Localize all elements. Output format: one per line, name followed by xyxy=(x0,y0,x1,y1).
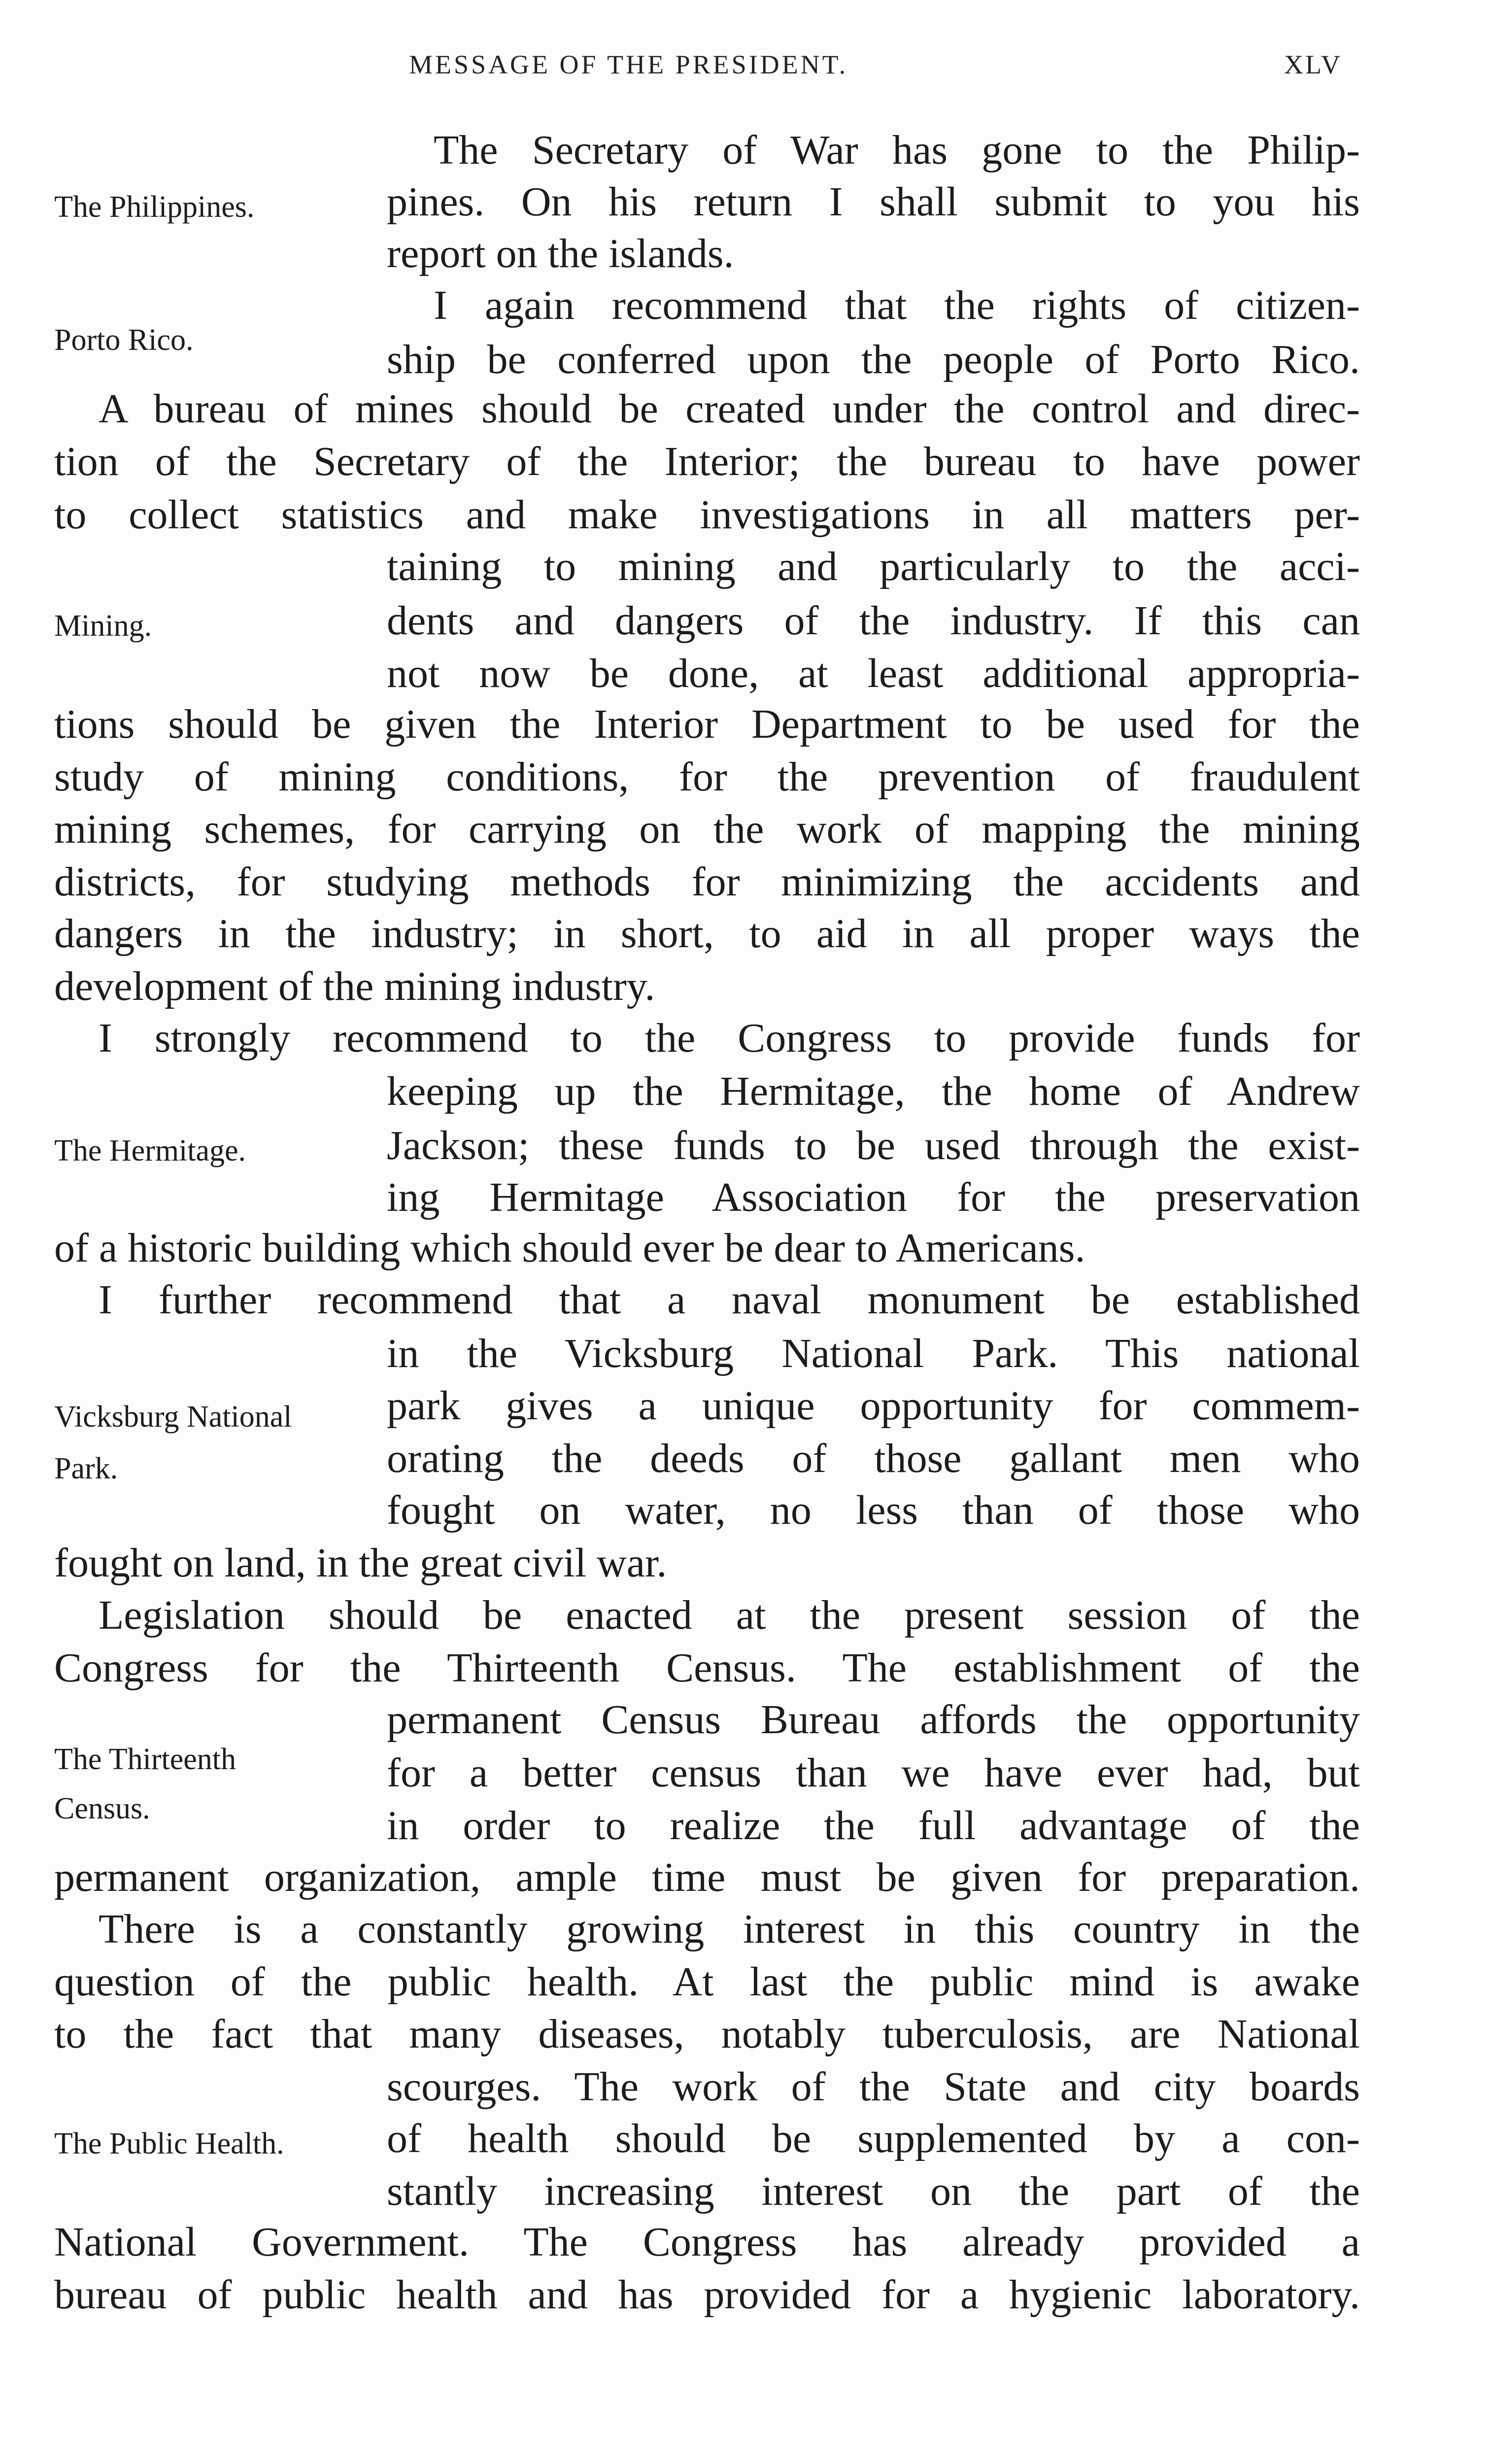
text-line: study of mining conditions, for the prevention of fraudulent xyxy=(54,754,1360,800)
text-line: to the fact that many diseases, notably tuberculosis, are National xyxy=(54,2011,1360,2057)
text-line: not now be done, at least additional appropria- xyxy=(387,650,1360,696)
text-line: National Government. The Congress has already provided a xyxy=(54,2219,1360,2265)
sidenote-public-health: The Public Health. xyxy=(54,2127,284,2160)
text-line: tion of the Secretary of the Interior; the bureau to have power xyxy=(54,439,1360,484)
text-line: in the Vicksburg National Park. This national xyxy=(387,1331,1360,1376)
text-line: districts, for studying methods for minimizing the accidents and xyxy=(54,859,1360,905)
text-line: orating the deeds of those gallant men who xyxy=(387,1436,1360,1481)
text-line: permanent Census Bureau affords the opportunity xyxy=(387,1697,1360,1743)
text-line: ing Hermitage Association for the preservation xyxy=(387,1174,1360,1220)
text-line: park gives a unique opportunity for commem- xyxy=(387,1383,1360,1429)
sidenote-census-2: Census. xyxy=(54,1792,150,1825)
text-line: in order to realize the full advantage of the xyxy=(387,1803,1360,1848)
sidenote-census: The Thirteenth xyxy=(54,1743,237,1776)
text-line: tions should be given the Interior Department to be used for the xyxy=(54,701,1360,747)
text-line: stantly increasing interest on the part of the xyxy=(387,2168,1360,2214)
text-line: of a historic building which should ever be dear to Americans. xyxy=(54,1225,1085,1271)
text-line: bureau of public health and has provided for a hygienic laboratory. xyxy=(54,2272,1360,2318)
text-line: dents and dangers of the industry. If this can xyxy=(387,598,1360,644)
text-line: ship be conferred upon the people of Porto Rico. xyxy=(387,337,1360,382)
text-line: fought on land, in the great civil war. xyxy=(54,1540,667,1586)
text-line: fought on water, no less than of those who xyxy=(387,1487,1360,1533)
text-line: Congress for the Thirteenth Census. The establishment of the xyxy=(54,1645,1360,1691)
sidenote-vicksburg: Vicksburg National xyxy=(54,1400,292,1434)
text-line: permanent organization, ample time must be given for preparation. xyxy=(54,1854,1360,1900)
sidenote-philippines: The Philippines. xyxy=(54,190,255,224)
text-line: dangers in the industry; in short, to aid in all proper ways the xyxy=(54,911,1360,957)
sidenote-hermitage: The Hermitage. xyxy=(54,1134,246,1167)
text-line: pines. On his return I shall submit to you his xyxy=(387,179,1360,225)
text-line: A bureau of mines should be created under the control and direc- xyxy=(99,386,1360,432)
text-line: for a better census than we have ever had, but xyxy=(387,1750,1360,1796)
text-line: I further recommend that a naval monument be established xyxy=(99,1277,1360,1323)
sidenote-vicksburg-park: Park. xyxy=(54,1452,118,1485)
sidenote-porto-rico: Porto Rico. xyxy=(54,323,194,357)
text-line: taining to mining and particularly to the acci- xyxy=(387,544,1360,589)
text-line: Legislation should be enacted at the present session of the xyxy=(99,1592,1360,1638)
text-line: mining schemes, for carrying on the work of mapping the mining xyxy=(54,806,1360,852)
text-line: to collect statistics and make investigations in all matters per- xyxy=(54,492,1360,538)
running-head: MESSAGE OF THE PRESIDENT. xyxy=(409,50,848,79)
text-line: keeping up the Hermitage, the home of Andrew xyxy=(387,1068,1360,1114)
text-line: scourges. The work of the State and city boards xyxy=(387,2064,1360,2110)
text-line: of health should be supplemented by a con- xyxy=(387,2116,1360,2161)
text-line: I again recommend that the rights of citizen- xyxy=(434,282,1360,328)
text-line: development of the mining industry. xyxy=(54,963,655,1009)
text-line: report on the islands. xyxy=(387,231,734,276)
text-line: question of the public health. At last the public mind is awake xyxy=(54,1959,1360,2005)
text-line: The Secretary of War has gone to the Philip- xyxy=(434,127,1360,173)
sidenote-mining: Mining. xyxy=(54,609,152,643)
page-number: XLV xyxy=(1284,50,1342,79)
text-line: Jackson; these funds to be used through the exist- xyxy=(387,1123,1360,1168)
text-line: I strongly recommend to the Congress to provide funds for xyxy=(99,1015,1360,1061)
text-line: There is a constantly growing interest in this country in the xyxy=(99,1906,1360,1952)
